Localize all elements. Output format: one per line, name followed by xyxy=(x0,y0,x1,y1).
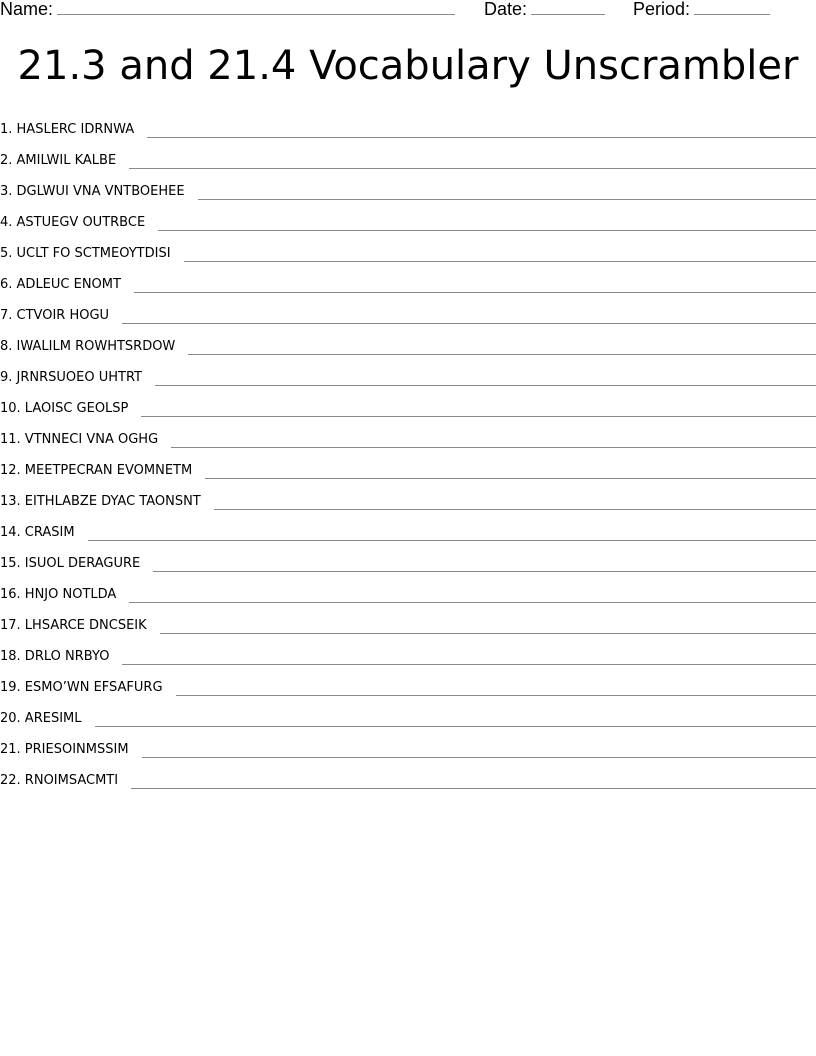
scrambled-word: 17. LHSARCE DNCSEIK xyxy=(0,618,147,633)
scrambled-word: 16. HNJO NOTLDA xyxy=(0,587,117,602)
period-blank[interactable] xyxy=(694,0,770,15)
answer-blank[interactable] xyxy=(214,497,816,510)
answer-blank[interactable] xyxy=(122,652,816,665)
word-list xyxy=(0,111,816,793)
list-item xyxy=(0,669,816,700)
answer-blank[interactable] xyxy=(188,342,816,355)
list-item xyxy=(0,514,816,545)
list-item xyxy=(0,700,816,731)
scrambled-word: 22. RNOIMSACMTI xyxy=(0,773,119,788)
list-item xyxy=(0,235,816,266)
scrambled-word: 10. LAOISC GEOLSP xyxy=(0,401,129,416)
scrambled-word: 2. AMILWIL KALBE xyxy=(0,153,117,168)
list-item xyxy=(0,452,816,483)
scrambled-word: 18. DRLO NRBYO xyxy=(0,649,110,664)
scrambled-word: 7. CTVOIR HOGU xyxy=(0,308,110,323)
list-item xyxy=(0,762,816,793)
answer-blank[interactable] xyxy=(184,249,816,262)
list-item xyxy=(0,545,816,576)
date-label: Date: xyxy=(484,0,528,19)
answer-blank[interactable] xyxy=(158,218,816,231)
scrambled-word: 5. UCLT FO SCTMEOYTDISI xyxy=(0,246,171,261)
header-fields xyxy=(0,0,816,20)
date-field xyxy=(484,0,605,20)
list-item xyxy=(0,638,816,669)
list-item xyxy=(0,328,816,359)
answer-blank[interactable] xyxy=(160,621,816,634)
scrambled-word: 11. VTNNECI VNA OGHG xyxy=(0,432,159,447)
answer-blank[interactable] xyxy=(122,311,816,324)
answer-blank[interactable] xyxy=(155,373,816,386)
list-item xyxy=(0,607,816,638)
date-blank[interactable] xyxy=(531,0,605,15)
list-item xyxy=(0,483,816,514)
scrambled-word: 20. ARESIML xyxy=(0,711,82,726)
scrambled-word: 14. CRASIM xyxy=(0,525,75,540)
list-item xyxy=(0,731,816,762)
list-item xyxy=(0,576,816,607)
answer-blank[interactable] xyxy=(131,776,816,789)
scrambled-word: 4. ASTUEGV OUTRBCE xyxy=(0,215,146,230)
list-item xyxy=(0,390,816,421)
page-title: 21.3 and 21.4 Vocabulary Unscrambler xyxy=(17,43,799,89)
list-item xyxy=(0,266,816,297)
answer-blank[interactable] xyxy=(147,125,816,138)
period-field xyxy=(633,0,770,20)
answer-blank[interactable] xyxy=(205,466,816,479)
answer-blank[interactable] xyxy=(198,187,816,200)
scrambled-word: 12. MEETPECRAN EVOMNETM xyxy=(0,463,193,478)
scrambled-word: 21. PRIESOINMSSIM xyxy=(0,742,129,757)
answer-blank[interactable] xyxy=(134,280,816,293)
answer-blank[interactable] xyxy=(141,404,816,417)
scrambled-word: 13. EITHLABZE DYAC TAONSNT xyxy=(0,494,201,509)
answer-blank[interactable] xyxy=(142,745,816,758)
scrambled-word: 8. IWALILM ROWHTSRDOW xyxy=(0,339,176,354)
answer-blank[interactable] xyxy=(153,559,816,572)
list-item xyxy=(0,421,816,452)
name-label: Name: xyxy=(0,0,54,19)
scrambled-word: 9. JRNRSUOEO UHTRT xyxy=(0,370,142,385)
scrambled-word: 1. HASLERC IDRNWA xyxy=(0,122,135,137)
answer-blank[interactable] xyxy=(129,156,816,169)
list-item xyxy=(0,173,816,204)
list-item xyxy=(0,297,816,328)
list-item xyxy=(0,111,816,142)
scrambled-word: 15. ISUOL DERAGURE xyxy=(0,556,141,571)
list-item xyxy=(0,142,816,173)
answer-blank[interactable] xyxy=(88,528,816,541)
answer-blank[interactable] xyxy=(129,590,816,603)
scrambled-word: 19. ESMO’WN EFSAFURG xyxy=(0,680,163,695)
scrambled-word: 6. ADLEUC ENOMT xyxy=(0,277,121,292)
scrambled-word: 3. DGLWUI VNA VNTBOEHEE xyxy=(0,184,185,199)
answer-blank[interactable] xyxy=(95,714,816,727)
list-item xyxy=(0,359,816,390)
period-label: Period: xyxy=(633,0,691,19)
list-item xyxy=(0,204,816,235)
name-blank[interactable] xyxy=(57,0,455,15)
answer-blank[interactable] xyxy=(171,435,816,448)
name-field xyxy=(0,0,455,20)
answer-blank[interactable] xyxy=(176,683,816,696)
